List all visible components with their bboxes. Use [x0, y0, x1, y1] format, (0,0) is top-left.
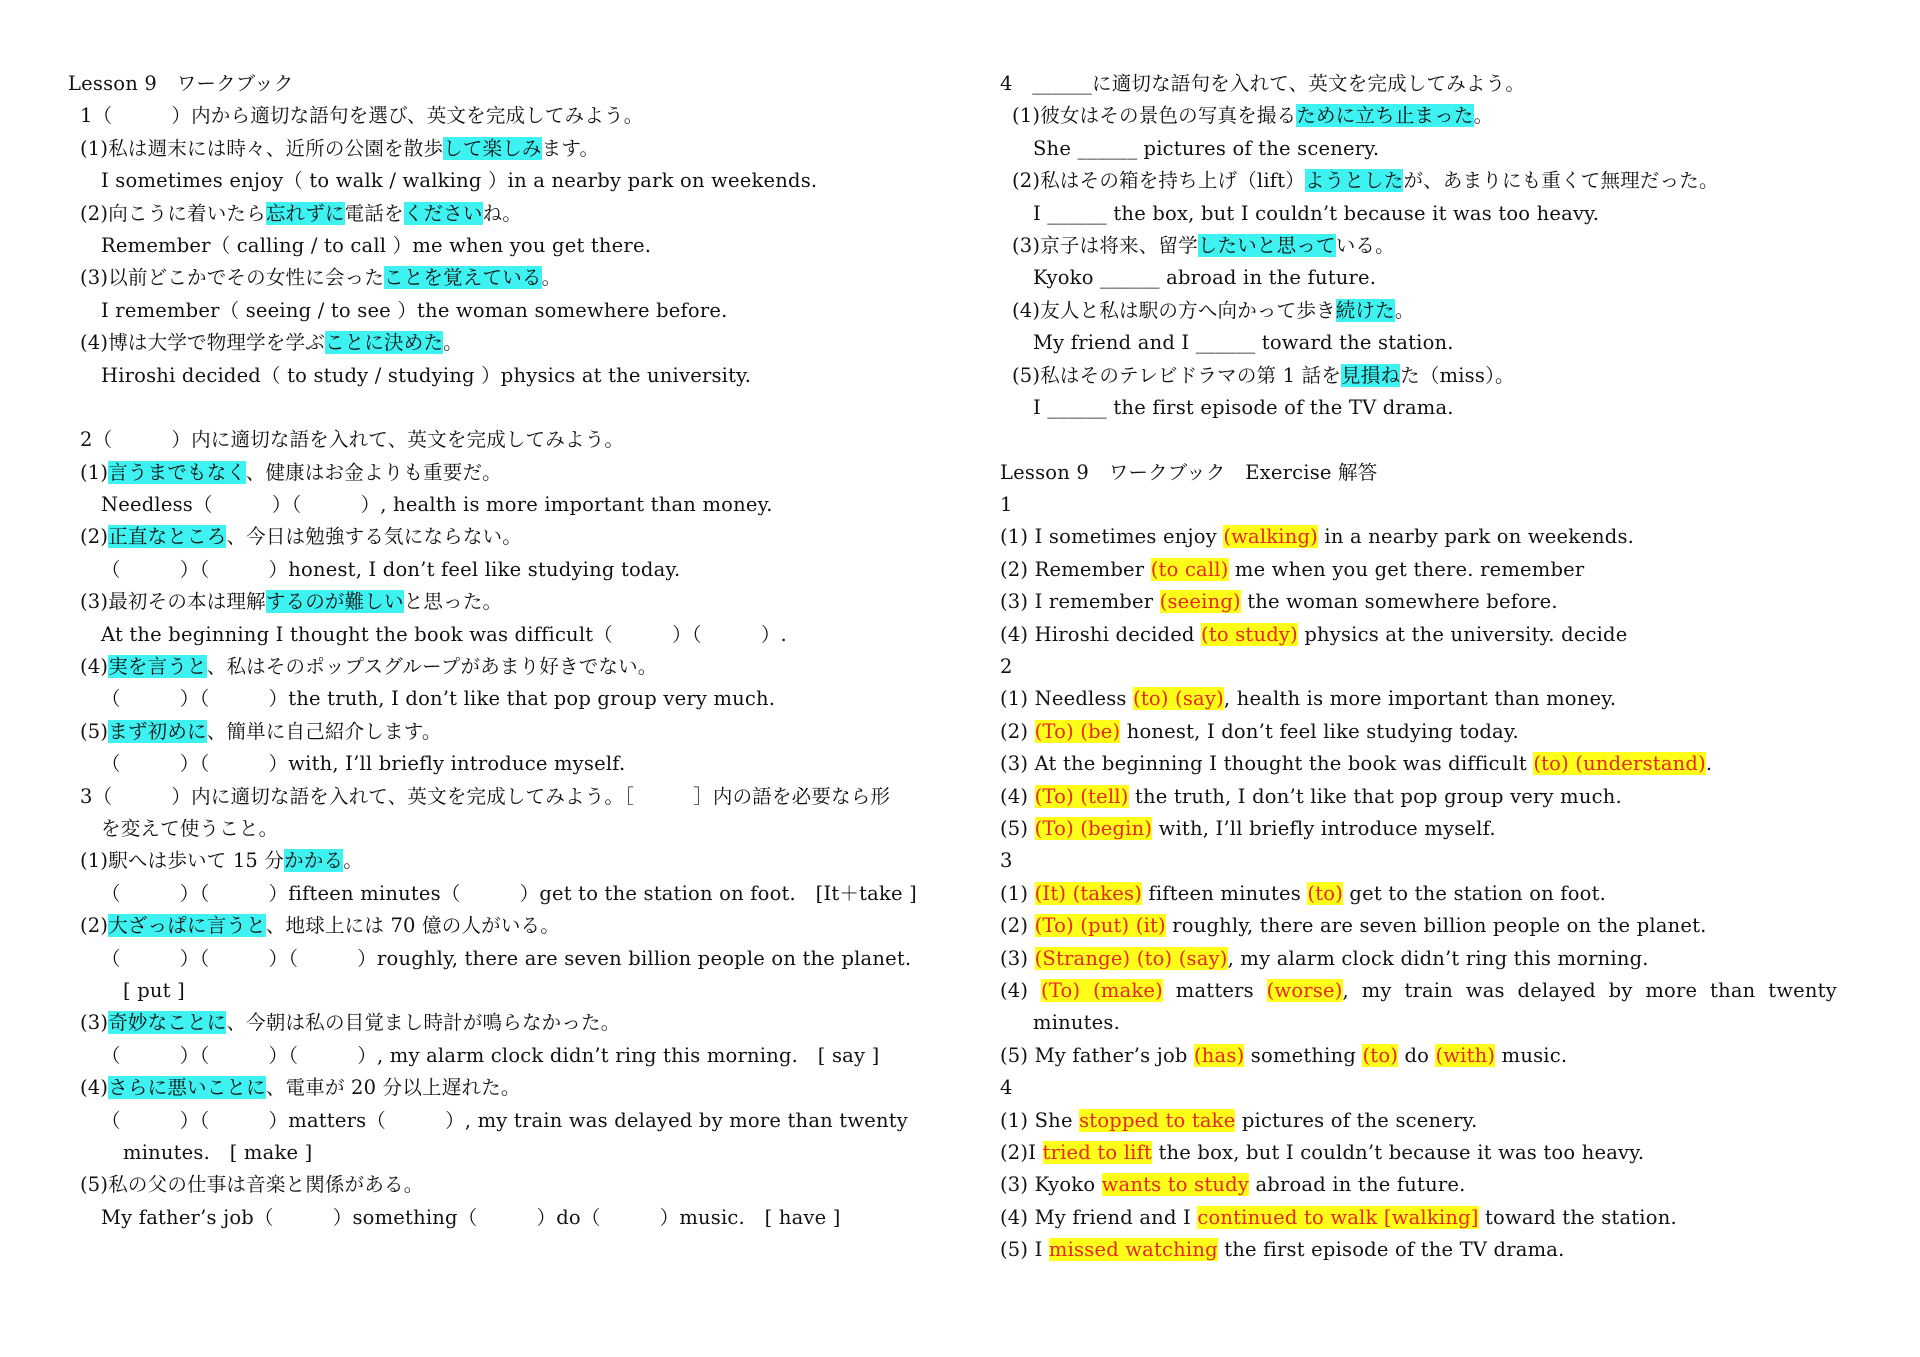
- text-line: [68, 651, 948, 683]
- text-span: (1) Needless: [1000, 687, 1134, 711]
- text-span: ます。: [541, 136, 600, 160]
- text-line: [1000, 619, 1880, 651]
- text-line: [1000, 457, 1880, 489]
- text-span: 、健康はお金よりも重要だ。: [245, 460, 502, 484]
- text-span: （ ）（ ）the truth, I don’t like that pop group very much.: [101, 687, 776, 711]
- text-span: た（miss）。: [1400, 363, 1515, 387]
- cyan-highlight: 忘れずに: [265, 201, 345, 225]
- text-span: （ ）（ ）（ ）roughly, there are seven billion people on the planet.: [101, 946, 912, 970]
- text-span: (1): [80, 460, 109, 484]
- text-line: [68, 845, 948, 877]
- text-line: [68, 165, 948, 197]
- cyan-highlight: 正直なところ: [108, 525, 227, 549]
- text-span: the first episode of the TV drama.: [1217, 1238, 1565, 1262]
- answer-highlight: (seeing): [1159, 590, 1241, 614]
- text-span: (2): [1000, 719, 1035, 743]
- text-line: [68, 100, 948, 132]
- text-line: [68, 489, 948, 521]
- answer-highlight: stopped to take: [1079, 1108, 1236, 1132]
- text-line: [1000, 1007, 1880, 1039]
- text-span: 。: [1473, 104, 1494, 128]
- text-line: [68, 554, 948, 586]
- text-span: music.: [1495, 1043, 1568, 1067]
- text-line: [1000, 1169, 1880, 1201]
- text-span: が、あまりにも重くて無理だった。: [1403, 169, 1719, 193]
- text-line: [68, 1040, 948, 1072]
- cyan-highlight: ことに決めた: [324, 331, 444, 355]
- text-line: [68, 716, 948, 748]
- cyan-highlight: ために立ち止まった: [1296, 104, 1474, 128]
- text-span: the woman somewhere before.: [1240, 590, 1558, 614]
- text-line: [68, 683, 948, 715]
- text-span: 。: [541, 266, 562, 290]
- text-line: [68, 1137, 948, 1169]
- text-span: (2): [1000, 914, 1035, 938]
- cyan-highlight: 続けた: [1335, 298, 1395, 322]
- text-line: [1000, 1202, 1880, 1234]
- text-span: 。: [343, 849, 363, 873]
- text-span: 電話を: [344, 201, 404, 225]
- text-span: , health is more important than money.: [1223, 687, 1617, 711]
- text-line: [1000, 392, 1880, 424]
- answer-highlight: wants to study: [1101, 1173, 1250, 1197]
- cyan-highlight: 見損ね: [1341, 363, 1401, 387]
- text-line: [1000, 586, 1880, 618]
- text-span: 、地球上には 70 億の人がいる。: [265, 914, 560, 938]
- text-span: いる。: [1335, 233, 1395, 257]
- text-span: (5): [1000, 816, 1035, 840]
- text-span: (3)最初その本は理解: [80, 590, 266, 614]
- text-line: [68, 975, 948, 1007]
- answer-highlight: (It) (takes): [1034, 881, 1143, 905]
- text-span: (2)向こうに着いたら: [80, 201, 266, 225]
- text-span: (1) I sometimes enjoy: [1000, 525, 1224, 549]
- text-span: (3) Kyoko: [1000, 1173, 1102, 1197]
- text-line: [1000, 781, 1880, 813]
- text-line: [1000, 1105, 1880, 1137]
- text-line: [1000, 327, 1880, 359]
- answer-highlight: missed watching: [1048, 1238, 1218, 1262]
- text-span: （ ）（ ）matters（ ）, my train was delayed by more than twenty: [101, 1108, 908, 1132]
- text-line: [68, 910, 948, 942]
- text-line: [68, 424, 948, 456]
- answer-highlight: tried to lift: [1042, 1140, 1153, 1164]
- text-span: (3): [80, 1011, 109, 1035]
- text-line: [68, 1202, 948, 1234]
- text-span: in a nearby park on weekends.: [1317, 525, 1635, 549]
- text-span: I ______ the box, but I couldn’t because it was too heavy.: [1033, 201, 1600, 225]
- text-line: [1000, 1072, 1880, 1104]
- text-span: Hiroshi decided（ to study / studying ）physics at the university.: [101, 363, 752, 387]
- text-span: Needless（ ）（ ）, health is more important than money.: [101, 493, 773, 517]
- answer-highlight: (to) (understand): [1533, 752, 1706, 776]
- answer-highlight: (worse): [1266, 978, 1343, 1002]
- text-span: 2（ ）内に適切な語を入れて、英文を完成してみよう。: [80, 428, 625, 452]
- text-line: [1000, 133, 1880, 165]
- cyan-highlight: 奇妙なことに: [108, 1011, 227, 1035]
- text-span: 、簡単に自己紹介します。: [206, 719, 442, 743]
- text-span: [ put ]: [123, 978, 185, 1002]
- text-span: と思った。: [403, 590, 503, 614]
- text-line: [1000, 489, 1880, 521]
- workbook-column: [68, 68, 948, 1234]
- text-span: (4)友人と私は駅の方へ向かって歩き: [1012, 298, 1336, 322]
- text-span: (4): [1000, 784, 1035, 808]
- text-span: 2: [1000, 655, 1013, 679]
- text-line: [68, 360, 948, 392]
- text-span: (3): [1000, 946, 1035, 970]
- text-span: the box, but I couldn’t because it was too heavy.: [1152, 1140, 1645, 1164]
- text-line: [68, 262, 948, 294]
- text-span: My father’s job（ ）something（ ）do（ ）music. [ have ]: [101, 1205, 841, 1229]
- text-span: I sometimes enjoy（ to walk / walking ）in a nearby park on weekends.: [101, 169, 818, 193]
- text-span: (1)駅へは歩いて 15 分: [80, 849, 285, 873]
- text-line: [68, 586, 948, 618]
- text-span: 。: [1394, 298, 1415, 322]
- text-span: minutes. [ make ]: [123, 1140, 313, 1164]
- text-span: (5) My father’s job: [1000, 1043, 1194, 1067]
- cyan-highlight: 実を言うと: [108, 655, 207, 679]
- text-line: [1000, 521, 1880, 553]
- text-span: toward the station.: [1478, 1205, 1677, 1229]
- cyan-highlight: ください: [403, 201, 483, 225]
- text-span: (1)彼女はその景色の写真を撮る: [1012, 104, 1297, 128]
- answer-highlight: (Strange) (to) (say): [1034, 946, 1228, 970]
- text-line: [1000, 165, 1880, 197]
- text-span: , my train was delayed by more than twenty: [1342, 978, 1837, 1002]
- answer-highlight: (To) (tell): [1034, 784, 1129, 808]
- text-line: [1000, 1234, 1880, 1266]
- text-span: do: [1398, 1043, 1436, 1067]
- text-line: [1000, 68, 1880, 100]
- cyan-highlight: 言うまでもなく: [108, 460, 246, 484]
- text-span: I remember（ seeing / to see ）the woman somewhere before.: [101, 298, 728, 322]
- text-line: [1000, 975, 1880, 1007]
- text-line: [68, 1072, 948, 1104]
- text-span: 、今日は勉強する気にならない。: [226, 525, 522, 549]
- text-span: （ ）（ ）fifteen minutes（ ）get to the station on foot. [It＋take ]: [101, 881, 917, 905]
- text-line: [1000, 910, 1880, 942]
- text-span: She ______ pictures of the scenery.: [1033, 136, 1380, 160]
- blank-line: [68, 392, 948, 424]
- text-span: My friend and I ______ toward the station.: [1033, 331, 1454, 355]
- text-line: [68, 295, 948, 327]
- cyan-highlight: 大ざっぱに言うと: [108, 914, 266, 938]
- text-line: [68, 878, 948, 910]
- text-span: (4) Hiroshi decided: [1000, 622, 1202, 646]
- cyan-highlight: かかる: [284, 849, 344, 873]
- text-span: the truth, I don’t like that pop group very much.: [1128, 784, 1622, 808]
- text-line: [1000, 943, 1880, 975]
- text-span: (2) Remember: [1000, 557, 1151, 581]
- answer-highlight: (to call): [1150, 557, 1229, 581]
- text-line: [68, 68, 948, 100]
- text-line: [1000, 651, 1880, 683]
- cyan-highlight: するのが難しい: [265, 590, 404, 614]
- text-span: (3)京子は将来、留学: [1012, 233, 1198, 257]
- cyan-highlight: まず初めに: [108, 719, 207, 743]
- text-span: Lesson 9 ワークブック Exercise 解答: [1000, 460, 1378, 484]
- text-span: (3)以前どこかでその女性に会った: [80, 266, 385, 290]
- answer-highlight: (to) (say): [1133, 687, 1224, 711]
- answer-highlight: continued to walk [walking]: [1197, 1205, 1479, 1229]
- text-span: （ ）（ ）（ ）, my alarm clock didn’t ring this morning. [ say ]: [101, 1043, 880, 1067]
- text-line: [1000, 748, 1880, 780]
- text-span: (3) I remember: [1000, 590, 1160, 614]
- text-span: (2): [80, 914, 109, 938]
- text-line: [1000, 554, 1880, 586]
- text-span: ね。: [482, 201, 522, 225]
- answer-highlight: (To) (be): [1034, 719, 1121, 743]
- text-line: [68, 619, 948, 651]
- text-span: 3: [1000, 849, 1013, 873]
- text-span: (5)私はそのテレビドラマの第 1 話を: [1012, 363, 1342, 387]
- text-line: [1000, 878, 1880, 910]
- text-span: (1) She: [1000, 1108, 1080, 1132]
- text-span: roughly, there are seven billion people on the planet.: [1165, 914, 1707, 938]
- text-span: (1): [1000, 881, 1035, 905]
- answer-highlight: (To) (begin): [1034, 816, 1153, 840]
- text-span: me when you get there. remember: [1228, 557, 1585, 581]
- answer-highlight: (has): [1193, 1043, 1245, 1067]
- text-span: 4: [1000, 1076, 1013, 1100]
- text-span: (4): [80, 655, 109, 679]
- blank-line: [1000, 424, 1880, 456]
- text-span: 4 ______に適切な語句を入れて、英文を完成してみよう。: [1000, 72, 1526, 95]
- text-span: (1)私は週末には時々、近所の公園を散歩: [80, 136, 444, 160]
- text-span: 。: [443, 331, 463, 355]
- text-line: [1000, 683, 1880, 715]
- text-line: [1000, 100, 1880, 132]
- text-line: [68, 748, 948, 780]
- answer-highlight: (To) (make): [1041, 978, 1163, 1002]
- text-line: [68, 457, 948, 489]
- text-span: fifteen minutes: [1142, 881, 1308, 905]
- text-line: [1000, 230, 1880, 262]
- answer-highlight: (to study): [1201, 622, 1298, 646]
- text-span: (4): [80, 1076, 109, 1100]
- cyan-highlight: ことを覚えている: [384, 266, 542, 290]
- text-span: minutes.: [1033, 1011, 1121, 1035]
- text-line: [68, 943, 948, 975]
- text-span: 1（ ）内から適切な語句を選び、英文を完成してみよう。: [80, 104, 644, 128]
- text-line: [68, 781, 948, 813]
- text-span: 、今朝は私の目覚まし時計が鳴らなかった。: [226, 1011, 621, 1035]
- text-span: with, I’ll briefly introduce myself.: [1152, 816, 1496, 840]
- text-line: [1000, 198, 1880, 230]
- text-span: (5) I: [1000, 1238, 1049, 1262]
- cyan-highlight: して楽しみ: [443, 136, 542, 160]
- text-line: [68, 813, 948, 845]
- text-line: [1000, 845, 1880, 877]
- text-span: abroad in the future.: [1249, 1173, 1466, 1197]
- text-line: [68, 1169, 948, 1201]
- text-span: 、電車が 20 分以上遅れた。: [265, 1076, 521, 1100]
- text-line: [1000, 295, 1880, 327]
- text-span: Lesson 9 ワークブック: [68, 72, 294, 95]
- text-line: [1000, 262, 1880, 294]
- text-line: [68, 521, 948, 553]
- text-span: pictures of the scenery.: [1235, 1108, 1478, 1132]
- cyan-highlight: ようとした: [1304, 169, 1404, 193]
- text-line: [68, 133, 948, 165]
- text-span: （ ）（ ）honest, I don’t feel like studying today.: [101, 557, 681, 581]
- answer-highlight: (walking): [1223, 525, 1318, 549]
- text-span: physics at the university. decide: [1297, 622, 1628, 646]
- text-span: (5): [80, 719, 109, 743]
- text-line: [68, 198, 948, 230]
- text-line: [1000, 360, 1880, 392]
- answer-highlight: (with): [1435, 1043, 1496, 1067]
- text-span: 、私はそのポップスグループがあまり好きでない。: [206, 655, 658, 679]
- text-span: .: [1705, 752, 1713, 776]
- text-span: (3) At the beginning I thought the book was difficult: [1000, 752, 1534, 776]
- text-line: [1000, 716, 1880, 748]
- text-span: 3（ ）内に適切な語を入れて、英文を完成してみよう。［ ］内の語を必要なら形: [80, 784, 891, 808]
- answer-highlight: (To) (put) (it): [1034, 914, 1166, 938]
- text-span: honest, I don’t feel like studying today.: [1120, 719, 1519, 743]
- text-line: [1000, 1137, 1880, 1169]
- answer-column: [1000, 68, 1880, 1266]
- text-span: 1: [1000, 493, 1013, 517]
- text-span: (2): [80, 525, 109, 549]
- answer-highlight: (to): [1307, 881, 1343, 905]
- text-span: (2)私はその箱を持ち上げ（lift）: [1012, 169, 1305, 193]
- text-line: [68, 327, 948, 359]
- text-line: [68, 230, 948, 262]
- text-span: get to the station on foot.: [1343, 881, 1607, 905]
- text-span: （ ）（ ）with, I’ll briefly introduce myself.: [101, 752, 626, 776]
- text-line: [1000, 1040, 1880, 1072]
- text-span: At the beginning I thought the book was difficult（ ）（ ）.: [101, 622, 787, 646]
- text-span: (5)私の父の仕事は音楽と関係がある。: [80, 1173, 424, 1197]
- text-span: matters: [1162, 978, 1267, 1002]
- answer-highlight: (to): [1362, 1043, 1399, 1067]
- cyan-highlight: さらに悪いことに: [108, 1076, 266, 1100]
- text-span: something: [1244, 1043, 1363, 1067]
- text-span: (2)I: [1000, 1140, 1043, 1164]
- text-span: Remember（ calling / to call ）me when you get there.: [101, 233, 652, 257]
- text-line: [68, 1007, 948, 1039]
- text-span: (4): [1000, 978, 1042, 1002]
- text-line: [1000, 813, 1880, 845]
- cyan-highlight: したいと思って: [1197, 233, 1336, 257]
- text-span: , my alarm clock didn’t ring this morning.: [1227, 946, 1649, 970]
- text-span: (4) My friend and I: [1000, 1205, 1198, 1229]
- text-span: I ______ the first episode of the TV drama.: [1033, 395, 1454, 419]
- text-line: [68, 1105, 948, 1137]
- text-span: を変えて使うこと。: [101, 816, 279, 840]
- text-span: Kyoko ______ abroad in the future.: [1033, 266, 1377, 290]
- text-span: (4)博は大学で物理学を学ぶ: [80, 331, 325, 355]
